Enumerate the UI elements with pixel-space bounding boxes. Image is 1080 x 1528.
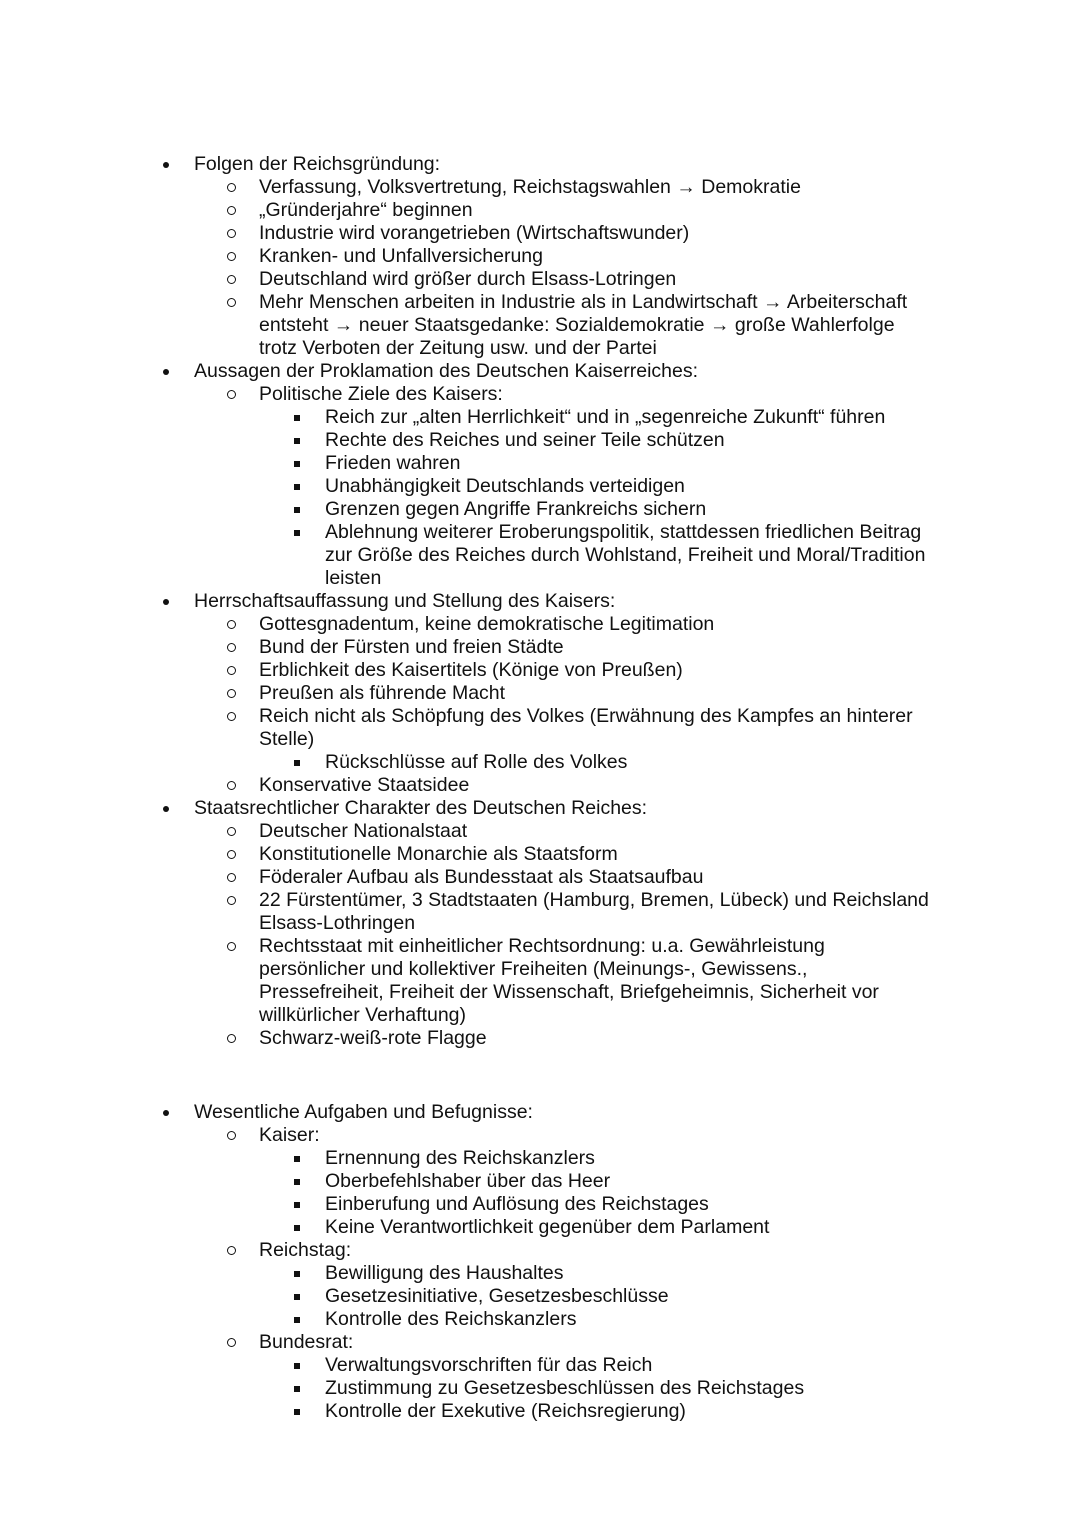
list-item bbox=[0, 1170, 1080, 1193]
circle-bullet-icon bbox=[224, 1331, 238, 1354]
list-item-continuation bbox=[0, 337, 1080, 360]
item-text: Gesetzesinitiative, Gesetzesbeschlüsse bbox=[325, 1285, 669, 1307]
item-text: Rückschlüsse auf Rolle des Volkes bbox=[325, 751, 628, 773]
item-text: Keine Verantwortlichkeit gegenüber dem Parlament bbox=[325, 1216, 770, 1238]
item-text: Reich nicht als Schöpfung des Volkes (Erwähnung des Kampfes an hinterer bbox=[259, 705, 913, 727]
item-text: Deutscher Nationalstaat bbox=[259, 820, 468, 842]
list-item bbox=[0, 1331, 1080, 1354]
circle-bullet-icon bbox=[224, 1239, 238, 1262]
list-item-continuation bbox=[0, 981, 1080, 1004]
list-item bbox=[0, 797, 1080, 820]
list-item bbox=[0, 1193, 1080, 1216]
item-text: willkürlicher Verhaftung) bbox=[259, 1004, 467, 1026]
item-text: 22 Fürstentümer, 3 Stadtstaaten (Hamburg, Bremen, Lübeck) und Reichsland bbox=[259, 889, 929, 911]
square-bullet-icon bbox=[290, 1308, 304, 1331]
list-item-continuation bbox=[0, 728, 1080, 751]
bullet-icon bbox=[159, 360, 173, 383]
list-item bbox=[0, 659, 1080, 682]
item-text: Verfassung, Volksvertretung, Reichstagswahlen → Demokratie bbox=[259, 176, 801, 198]
list-item bbox=[0, 682, 1080, 705]
list-item bbox=[0, 751, 1080, 774]
list-item bbox=[0, 1354, 1080, 1377]
list-item bbox=[0, 521, 1080, 544]
circle-bullet-icon bbox=[224, 291, 238, 314]
list-item bbox=[0, 843, 1080, 866]
list-item-continuation bbox=[0, 1004, 1080, 1027]
item-text: Föderaler Aufbau als Bundesstaat als Staatsaufbau bbox=[259, 866, 704, 888]
square-bullet-icon bbox=[290, 1193, 304, 1216]
list-item bbox=[0, 1308, 1080, 1331]
item-text: persönlicher und kollektiver Freiheiten (Meinungs-, Gewissens., bbox=[259, 958, 808, 980]
list-item bbox=[0, 153, 1080, 176]
item-text: Verwaltungsvorschriften für das Reich bbox=[325, 1354, 653, 1376]
circle-bullet-icon bbox=[224, 176, 238, 199]
item-text: leisten bbox=[325, 567, 382, 589]
list-item bbox=[0, 383, 1080, 406]
square-bullet-icon bbox=[290, 406, 304, 429]
list-item bbox=[0, 1101, 1080, 1124]
circle-bullet-icon bbox=[224, 1027, 238, 1050]
item-text: Kontrolle der Exekutive (Reichsregierung) bbox=[325, 1400, 686, 1422]
circle-bullet-icon bbox=[224, 222, 238, 245]
square-bullet-icon bbox=[290, 1400, 304, 1423]
circle-bullet-icon bbox=[224, 636, 238, 659]
item-text: Schwarz-weiß-rote Flagge bbox=[259, 1027, 487, 1049]
circle-bullet-icon bbox=[224, 268, 238, 291]
bullet-icon bbox=[159, 797, 173, 820]
square-bullet-icon bbox=[290, 1285, 304, 1308]
list-item-continuation bbox=[0, 958, 1080, 981]
list-item bbox=[0, 590, 1080, 613]
heading: Herrschaftsauffassung und Stellung des Kaisers: bbox=[194, 590, 616, 612]
list-item bbox=[0, 498, 1080, 521]
item-text: Grenzen gegen Angriffe Frankreichs sichern bbox=[325, 498, 707, 520]
item-text: Unabhängigkeit Deutschlands verteidigen bbox=[325, 475, 685, 497]
item-text: Einberufung und Auflösung des Reichstages bbox=[325, 1193, 709, 1215]
section-aufgaben bbox=[0, 1101, 1080, 1423]
item-text: Deutschland wird größer durch Elsass-Lotringen bbox=[259, 268, 677, 290]
list-item bbox=[0, 176, 1080, 199]
item-text: Konservative Staatsidee bbox=[259, 774, 470, 796]
circle-bullet-icon bbox=[224, 245, 238, 268]
square-bullet-icon bbox=[290, 452, 304, 475]
heading: Staatsrechtlicher Charakter des Deutschen Reiches: bbox=[194, 797, 648, 819]
square-bullet-icon bbox=[290, 1170, 304, 1193]
item-text: Stelle) bbox=[259, 728, 315, 750]
circle-bullet-icon bbox=[224, 682, 238, 705]
list-item-continuation bbox=[0, 544, 1080, 567]
list-item bbox=[0, 406, 1080, 429]
item-text: Kranken- und Unfallversicherung bbox=[259, 245, 543, 267]
list-item bbox=[0, 613, 1080, 636]
list-item bbox=[0, 1377, 1080, 1400]
item-text: Kontrolle des Reichskanzlers bbox=[325, 1308, 577, 1330]
circle-bullet-icon bbox=[224, 199, 238, 222]
list-item bbox=[0, 429, 1080, 452]
circle-bullet-icon bbox=[224, 866, 238, 889]
list-item bbox=[0, 1147, 1080, 1170]
list-item bbox=[0, 1239, 1080, 1262]
list-item bbox=[0, 705, 1080, 728]
list-item bbox=[0, 1124, 1080, 1147]
bullet-icon bbox=[159, 590, 173, 613]
square-bullet-icon bbox=[290, 521, 304, 544]
list-item bbox=[0, 452, 1080, 475]
item-text: Politische Ziele des Kaisers: bbox=[259, 383, 503, 405]
list-item bbox=[0, 1216, 1080, 1239]
square-bullet-icon bbox=[290, 1377, 304, 1400]
circle-bullet-icon bbox=[224, 659, 238, 682]
item-text: trotz Verboten der Zeitung usw. und der Partei bbox=[259, 337, 657, 359]
list-item bbox=[0, 360, 1080, 383]
section-folgen bbox=[0, 153, 1080, 1050]
square-bullet-icon bbox=[290, 1262, 304, 1285]
square-bullet-icon bbox=[290, 751, 304, 774]
heading: Aussagen der Proklamation des Deutschen Kaiserreiches: bbox=[194, 360, 699, 382]
circle-bullet-icon bbox=[224, 843, 238, 866]
item-text: Preußen als führende Macht bbox=[259, 682, 506, 704]
circle-bullet-icon bbox=[224, 820, 238, 843]
circle-bullet-icon bbox=[224, 774, 238, 797]
list-item bbox=[0, 889, 1080, 912]
list-item bbox=[0, 636, 1080, 659]
item-text: Rechte des Reiches und seiner Teile schützen bbox=[325, 429, 725, 451]
list-item bbox=[0, 291, 1080, 314]
list-item bbox=[0, 935, 1080, 958]
list-item-continuation bbox=[0, 912, 1080, 935]
heading: Wesentliche Aufgaben und Befugnisse: bbox=[194, 1101, 533, 1123]
circle-bullet-icon bbox=[224, 705, 238, 728]
bullet-icon bbox=[159, 1101, 173, 1124]
circle-bullet-icon bbox=[224, 889, 238, 912]
bullet-icon bbox=[159, 153, 173, 176]
item-text: Frieden wahren bbox=[325, 452, 461, 474]
item-text: Bund der Fürsten und freien Städte bbox=[259, 636, 564, 658]
list-item-continuation bbox=[0, 314, 1080, 337]
group-label: Bundesrat: bbox=[259, 1331, 354, 1353]
item-text: Konstitutionelle Monarchie als Staatsform bbox=[259, 843, 618, 865]
circle-bullet-icon bbox=[224, 613, 238, 636]
item-text: Reich zur „alten Herrlichkeit“ und in „segenreiche Zukunft“ führen bbox=[325, 406, 886, 428]
group-label: Kaiser: bbox=[259, 1124, 320, 1146]
circle-bullet-icon bbox=[224, 935, 238, 958]
square-bullet-icon bbox=[290, 475, 304, 498]
list-item bbox=[0, 1400, 1080, 1423]
square-bullet-icon bbox=[290, 498, 304, 521]
item-text: Ablehnung weiterer Eroberungspolitik, stattdessen friedlichen Beitrag bbox=[325, 521, 922, 543]
square-bullet-icon bbox=[290, 429, 304, 452]
item-text: Elsass-Lothringen bbox=[259, 912, 416, 934]
circle-bullet-icon bbox=[224, 383, 238, 406]
square-bullet-icon bbox=[290, 1147, 304, 1170]
list-item bbox=[0, 774, 1080, 797]
square-bullet-icon bbox=[290, 1354, 304, 1377]
item-text: „Gründerjahre“ beginnen bbox=[259, 199, 473, 221]
list-item bbox=[0, 1027, 1080, 1050]
item-text: Rechtsstaat mit einheitlicher Rechtsordnung: u.a. Gewährleistung bbox=[259, 935, 825, 957]
item-text: Erblichkeit des Kaisertitels (Könige von Preußen) bbox=[259, 659, 683, 681]
item-text: Ernennung des Reichskanzlers bbox=[325, 1147, 595, 1169]
item-text: Bewilligung des Haushaltes bbox=[325, 1262, 564, 1284]
item-text: Mehr Menschen arbeiten in Industrie als in Landwirtschaft → Arbeiterschaft bbox=[259, 291, 908, 313]
list-item bbox=[0, 1262, 1080, 1285]
item-text: Gottesgnadentum, keine demokratische Legitimation bbox=[259, 613, 715, 635]
item-text: Zustimmung zu Gesetzesbeschlüssen des Reichstages bbox=[325, 1377, 805, 1399]
list-item bbox=[0, 199, 1080, 222]
item-text: Industrie wird vorangetrieben (Wirtschaftswunder) bbox=[259, 222, 690, 244]
list-item bbox=[0, 268, 1080, 291]
circle-bullet-icon bbox=[224, 1124, 238, 1147]
item-text: Pressefreiheit, Freiheit der Wissenschaft, Briefgeheimnis, Sicherheit vor bbox=[259, 981, 879, 1003]
item-text: zur Größe des Reiches durch Wohlstand, Freiheit und Moral/Tradition bbox=[325, 544, 926, 566]
list-item bbox=[0, 1285, 1080, 1308]
list-item bbox=[0, 475, 1080, 498]
group-label: Reichstag: bbox=[259, 1239, 352, 1261]
list-item bbox=[0, 245, 1080, 268]
list-item bbox=[0, 222, 1080, 245]
item-text: entsteht → neuer Staatsgedanke: Sozialdemokratie → große Wahlerfolge bbox=[259, 314, 895, 336]
item-text: Oberbefehlshaber über das Heer bbox=[325, 1170, 611, 1192]
square-bullet-icon bbox=[290, 1216, 304, 1239]
list-item-continuation bbox=[0, 567, 1080, 590]
heading: Folgen der Reichsgründung: bbox=[194, 153, 441, 175]
list-item bbox=[0, 820, 1080, 843]
list-item bbox=[0, 866, 1080, 889]
